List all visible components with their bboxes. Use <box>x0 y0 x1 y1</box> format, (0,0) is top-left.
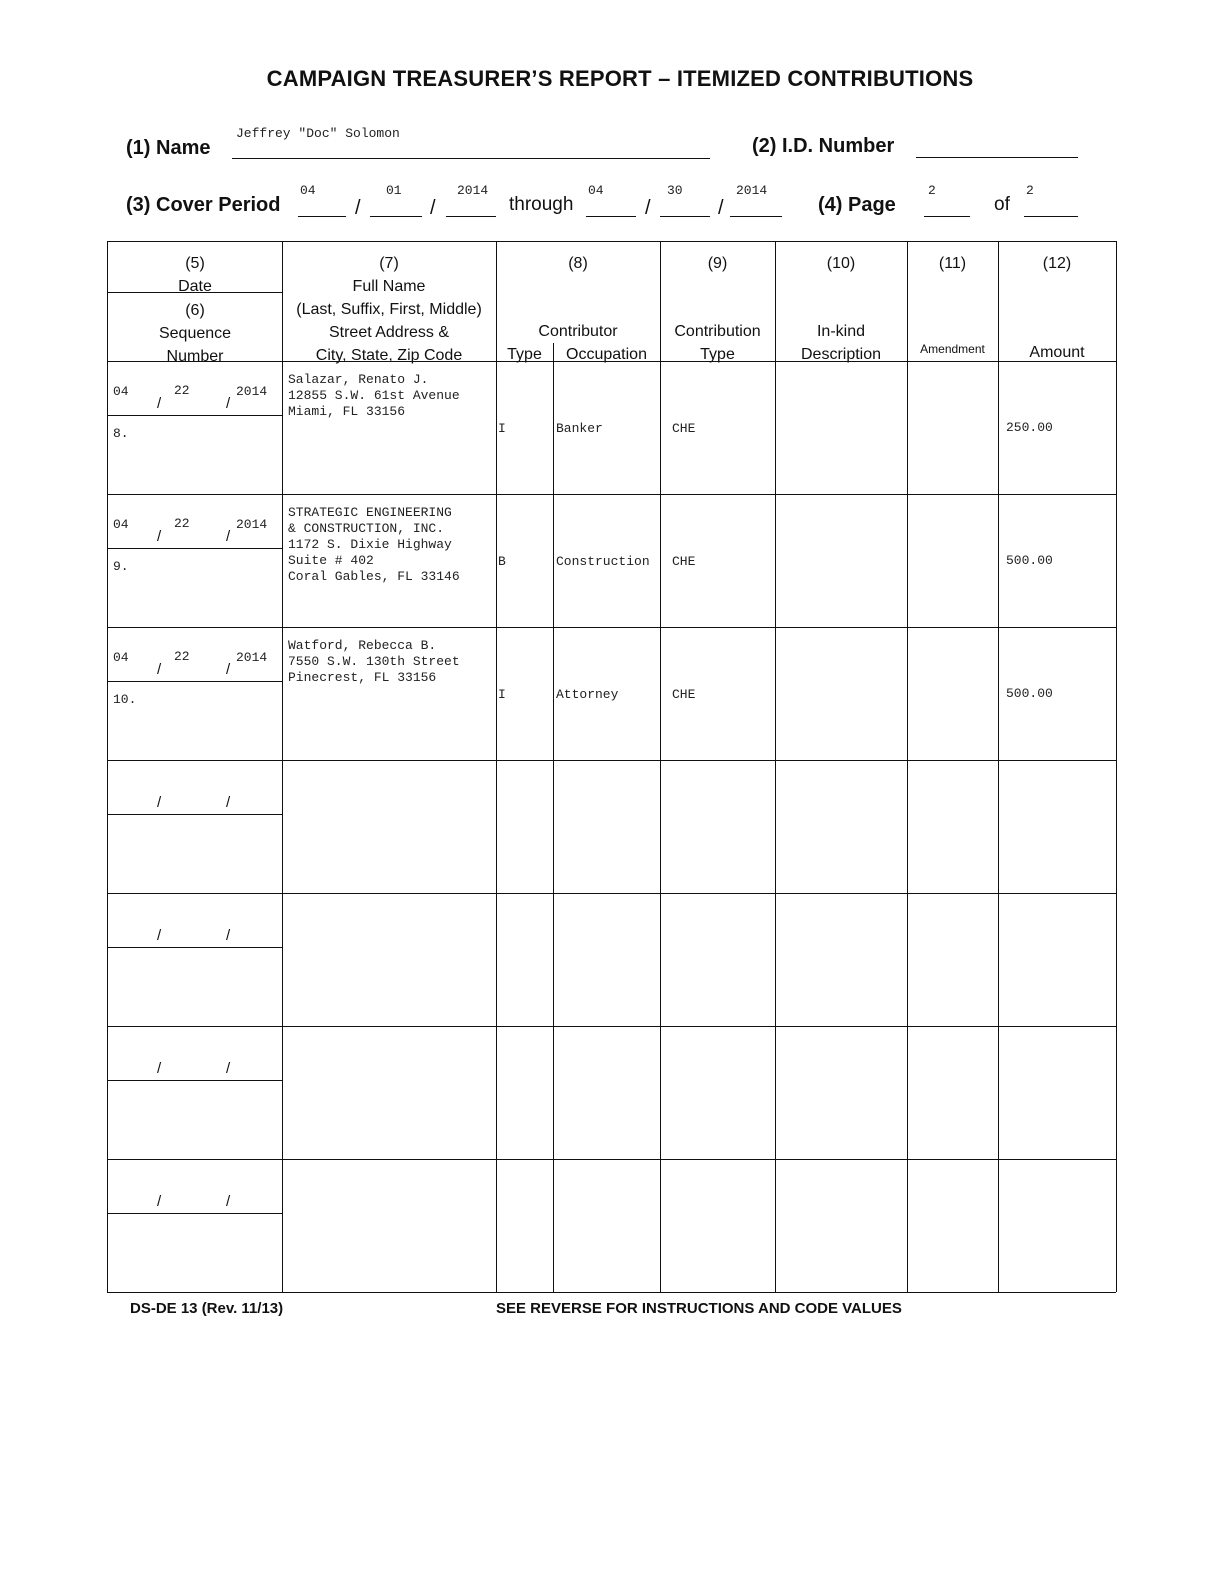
col-amendment-name: Amendment <box>920 342 985 356</box>
col-contribution-type-num: (9) <box>707 255 728 272</box>
date-sequence-row-divider <box>107 548 282 549</box>
row-divider <box>107 893 1116 894</box>
date-month-field: 04 <box>113 650 129 665</box>
col-amount-num: (12) <box>1042 255 1072 272</box>
of-label: of <box>994 194 1010 215</box>
cover-from-year[interactable]: 2014 <box>457 183 489 198</box>
col-date-name: Date <box>178 278 212 295</box>
row-divider <box>107 1159 1116 1160</box>
date-separator: / <box>226 528 231 545</box>
row-divider <box>107 760 1116 761</box>
date-year-field: 2014 <box>236 517 268 532</box>
date-separator: / <box>157 395 162 412</box>
page-number-field[interactable]: 2 <box>928 183 936 198</box>
contributor-type-divider <box>553 343 554 1292</box>
date-separator: / <box>226 661 231 678</box>
col-contributor-header <box>496 252 660 275</box>
col-contributor-occupation: Occupation <box>566 346 647 363</box>
column-divider <box>775 241 776 1292</box>
date-sequence-row-divider <box>107 1080 282 1081</box>
contributor-type-field: B <box>498 554 506 569</box>
cover-to-year[interactable]: 2014 <box>736 183 768 198</box>
date-separator: / <box>157 661 162 678</box>
column-divider <box>496 241 497 1292</box>
date-separator: / <box>226 927 231 944</box>
contribution-type-field: CHE <box>672 554 696 569</box>
row-divider <box>107 1026 1116 1027</box>
col-sequence-num: (6) <box>185 302 205 319</box>
date-year-field: 2014 <box>236 650 268 665</box>
row-divider <box>107 627 1116 628</box>
date-sequence-row-divider <box>107 947 282 948</box>
column-divider <box>282 241 283 1292</box>
date-separator: / <box>157 1060 162 1077</box>
col-fullname-line1: Full Name <box>352 278 426 295</box>
row-divider <box>107 494 1116 495</box>
col-contributor-type: Type <box>507 346 542 363</box>
date-separator: / <box>645 197 651 219</box>
cover-to-day[interactable]: 30 <box>667 183 683 198</box>
col-date-num: (5) <box>185 255 205 272</box>
column-divider <box>907 241 908 1292</box>
cover-from-month[interactable]: 04 <box>300 183 316 198</box>
col-contributor-name: Contributor <box>538 323 618 340</box>
col-contribution-type-line2: Type <box>700 346 735 363</box>
cover-to-month[interactable]: 04 <box>588 183 604 198</box>
page-total-field[interactable]: 2 <box>1026 183 1034 198</box>
name-field[interactable]: Jeffrey "Doc" Solomon <box>236 126 400 141</box>
col-fullname-num: (7) <box>379 255 399 272</box>
amount-field: 250.00 <box>1006 420 1053 435</box>
sequence-number-field: 9. <box>113 559 129 574</box>
cover-period-label: (3) Cover Period <box>126 194 281 216</box>
col-fullname-line3: Street Address & <box>328 324 450 341</box>
occupation-field: Construction <box>556 554 650 569</box>
cover-from-day[interactable]: 01 <box>386 183 402 198</box>
contributor-name-address-field: Watford, Rebecca B. 7550 S.W. 130th Street Pinecrest, FL 33156 <box>288 638 460 685</box>
contributor-type-field: I <box>498 687 506 702</box>
date-sequence-divider <box>107 292 282 293</box>
page-label: (4) Page <box>818 194 896 216</box>
date-separator: / <box>157 528 162 545</box>
col-contributor-num: (8) <box>568 255 588 272</box>
contribution-type-field: CHE <box>672 421 696 436</box>
id-number-label: (2) I.D. Number <box>752 135 895 157</box>
date-month-field: 04 <box>113 517 129 532</box>
column-divider <box>107 241 108 1292</box>
col-inkind-line1: In-kind <box>816 323 866 340</box>
date-separator: / <box>226 1193 231 1210</box>
column-divider <box>1116 241 1117 1292</box>
report-title: CAMPAIGN TREASURER’S REPORT – ITEMIZED CONTRIBUTIONS <box>266 66 974 91</box>
date-separator: / <box>355 197 361 219</box>
col-amendment-num: (11) <box>938 255 967 272</box>
table-bottom-border <box>107 1292 1116 1293</box>
col-fullname-header <box>282 252 496 367</box>
name-label: (1) Name <box>126 137 211 159</box>
col-amount-name: Amount <box>1029 344 1085 361</box>
contributor-type-field: I <box>498 421 506 436</box>
col-fullname-line2: (Last, Suffix, First, Middle) <box>296 301 482 318</box>
date-sequence-row-divider <box>107 1213 282 1214</box>
contribution-type-field: CHE <box>672 687 696 702</box>
date-separator: / <box>718 197 724 219</box>
sequence-number-field: 8. <box>113 426 129 441</box>
col-inkind-header <box>775 320 907 366</box>
col-contribution-type-header <box>660 320 775 366</box>
col-sequence-line1: Sequence <box>158 325 232 342</box>
date-month-field: 04 <box>113 384 129 399</box>
form-id: DS-DE 13 (Rev. 11/13) <box>130 1300 284 1317</box>
column-divider <box>998 241 999 1292</box>
date-separator: / <box>157 927 162 944</box>
date-separator: / <box>157 794 162 811</box>
table-top-border <box>107 241 1116 242</box>
date-year-field: 2014 <box>236 384 268 399</box>
amount-field: 500.00 <box>1006 686 1053 701</box>
col-inkind-line2: Description <box>800 346 882 363</box>
through-label: through <box>509 194 574 215</box>
col-sequence-header <box>108 299 282 368</box>
date-separator: / <box>226 794 231 811</box>
column-divider <box>660 241 661 1292</box>
date-day-field: 22 <box>174 383 190 398</box>
header-bottom-border <box>107 361 1116 362</box>
instructions-note: SEE REVERSE FOR INSTRUCTIONS AND CODE VALUES <box>496 1300 902 1317</box>
occupation-field: Attorney <box>556 687 619 702</box>
sequence-number-field: 10. <box>113 692 137 707</box>
date-separator: / <box>430 197 436 219</box>
amount-field: 500.00 <box>1006 553 1053 568</box>
col-inkind-num: (10) <box>826 255 856 272</box>
contributor-name-address-field: Salazar, Renato J. 12855 S.W. 61st Avenue Miami, FL 33156 <box>288 372 460 419</box>
col-contribution-type-line1: Contribution <box>674 323 761 340</box>
contributor-name-address-field: STRATEGIC ENGINEERING & CONSTRUCTION, INC. 1172 S. Dixie Highway Suite # 402 Coral Gables, FL 33146 <box>288 505 460 584</box>
date-separator: / <box>226 395 231 412</box>
date-separator: / <box>226 1060 231 1077</box>
date-sequence-row-divider <box>107 415 282 416</box>
date-day-field: 22 <box>174 649 190 664</box>
occupation-field: Banker <box>556 421 603 436</box>
date-sequence-row-divider <box>107 681 282 682</box>
col-sequence-line2: Number <box>166 348 224 365</box>
date-separator: / <box>157 1193 162 1210</box>
col-fullname-line4: City, State, Zip Code <box>315 347 463 364</box>
date-day-field: 22 <box>174 516 190 531</box>
date-sequence-row-divider <box>107 814 282 815</box>
